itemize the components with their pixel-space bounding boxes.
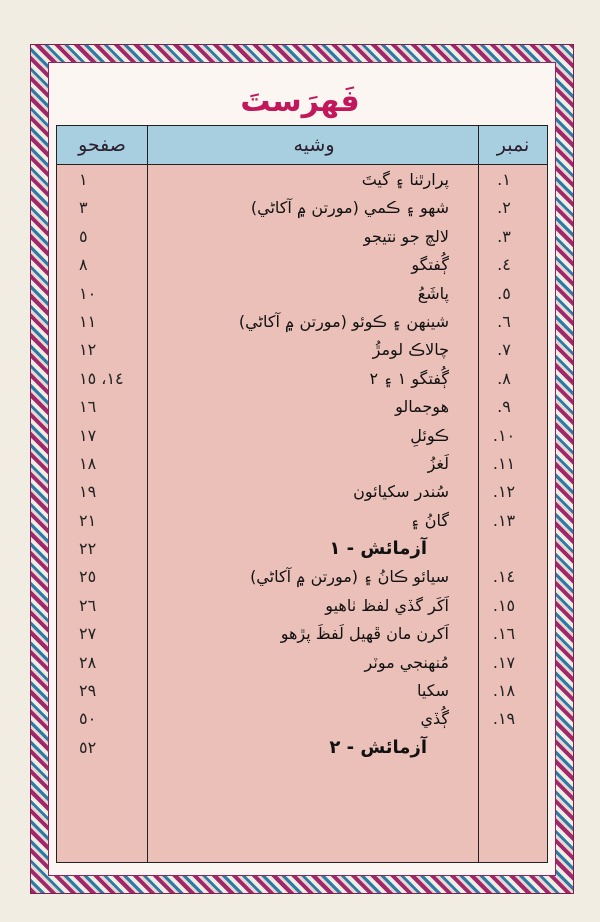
row-number: ١٤. [492, 567, 516, 587]
row-topic: شهو ۽ ڪمي (مورتن ۾ آکاڻي) [250, 198, 449, 218]
table-row [57, 734, 547, 762]
row-number: ١٠. [492, 425, 516, 445]
table-row [57, 365, 547, 393]
row-page: ٥ [79, 226, 88, 246]
table-row [57, 223, 547, 251]
row-page: ٨ [79, 255, 88, 275]
table-row [57, 677, 547, 705]
row-page: ٢١ [79, 510, 97, 530]
row-page: ٢٦ [79, 595, 97, 615]
page-title: فَهرَستَ [240, 84, 360, 119]
row-number: ٥. [497, 283, 511, 303]
row-topic: ڳُڏي [420, 709, 449, 729]
row-page: ٢٩ [79, 681, 97, 701]
table-row [57, 166, 547, 194]
table-row [57, 450, 547, 478]
table-header [57, 126, 547, 165]
row-number: ١٩. [492, 709, 516, 729]
table-row [57, 308, 547, 336]
row-page: ٥٠ [79, 709, 97, 729]
table-body [57, 166, 547, 762]
table-row [57, 620, 547, 648]
table-row [57, 336, 547, 364]
row-page: ١٩ [79, 482, 97, 502]
row-topic: ڪوئلِ [410, 425, 449, 445]
row-number: ١. [497, 170, 511, 189]
row-number: ٢. [497, 198, 511, 218]
table-row [57, 194, 547, 222]
row-page: ١٧ [79, 425, 97, 445]
row-topic: اَکرن مان ڦهيل لَفظَ پڙهو [280, 624, 449, 644]
row-number: ٧. [497, 340, 511, 360]
header-page: صفحو [78, 134, 126, 156]
table-row [57, 393, 547, 421]
row-number: ١٧. [492, 652, 516, 672]
row-number: ٣. [497, 226, 511, 246]
table-row [57, 251, 547, 279]
row-page: ١٨ [79, 453, 97, 473]
row-number: ١٣. [492, 510, 516, 530]
row-page: ١ [79, 170, 88, 189]
row-topic: چالاڪ لومڙُ [372, 340, 449, 360]
header-topic: وشيه [293, 134, 335, 156]
table-row [57, 592, 547, 620]
row-number: ٤. [497, 255, 511, 275]
contents-table [56, 125, 548, 863]
table-row [57, 478, 547, 506]
table-row [57, 563, 547, 591]
row-topic: شينهن ۽ ڪوئو (مورتن ۾ آکاڻي) [238, 311, 449, 331]
row-page: ٣ [79, 198, 88, 218]
row-page: ١٦ [79, 397, 97, 417]
row-topic: آزمائش - ١ [329, 538, 427, 560]
row-topic: لَغزُ [427, 453, 449, 473]
row-page: ١٢ [79, 340, 97, 360]
row-number: ٨. [497, 368, 511, 388]
row-topic: هوجمالو [395, 397, 449, 417]
table-row [57, 422, 547, 450]
row-page: ٥٢ [79, 737, 97, 757]
row-number: ١١. [492, 453, 516, 473]
row-page: ١١ [79, 311, 97, 331]
row-topic: سُندر سکيائون [353, 482, 449, 502]
row-topic: سکيا [417, 681, 449, 701]
row-number: ٦. [497, 311, 511, 331]
table-row [57, 535, 547, 563]
row-topic: آزمائش - ٢ [329, 736, 427, 758]
row-page: ٢٢ [79, 539, 97, 559]
row-page: ٢٨ [79, 652, 97, 672]
row-topic: ڳُفتگو [411, 255, 449, 275]
table-row [57, 280, 547, 308]
table-row [57, 649, 547, 677]
row-page: ١٤، ١٥ [79, 368, 124, 388]
row-topic: گانُ ۽ [410, 510, 449, 530]
row-number: ١٥. [492, 595, 516, 615]
row-topic: مُنهنجي موٽر [364, 652, 449, 672]
row-topic: لالچ جو نتيجو [363, 226, 449, 246]
row-topic: سيائو ڪانُ ۽ (مورتن ۾ آکاڻي) [250, 567, 449, 587]
row-number: ١٨. [492, 681, 516, 701]
row-number: ٩. [497, 397, 511, 417]
table-row [57, 705, 547, 733]
row-number: ١٦. [492, 624, 516, 644]
row-topic: پرارٿنا ۽ گيتَ [361, 170, 449, 189]
row-page: ٢٧ [79, 624, 97, 644]
row-topic: اَکَر گڏي لفظ ٺاهيو [325, 595, 449, 615]
row-number: ١٢. [492, 482, 516, 502]
row-topic: ڳُفتگو ١ ۽ ٢ [369, 368, 449, 388]
header-number: نمبر [496, 134, 530, 156]
row-page: ٢٥ [79, 567, 97, 587]
row-page: ١٠ [79, 283, 97, 303]
row-topic: پاشَعُ [417, 283, 449, 303]
table-row [57, 507, 547, 535]
